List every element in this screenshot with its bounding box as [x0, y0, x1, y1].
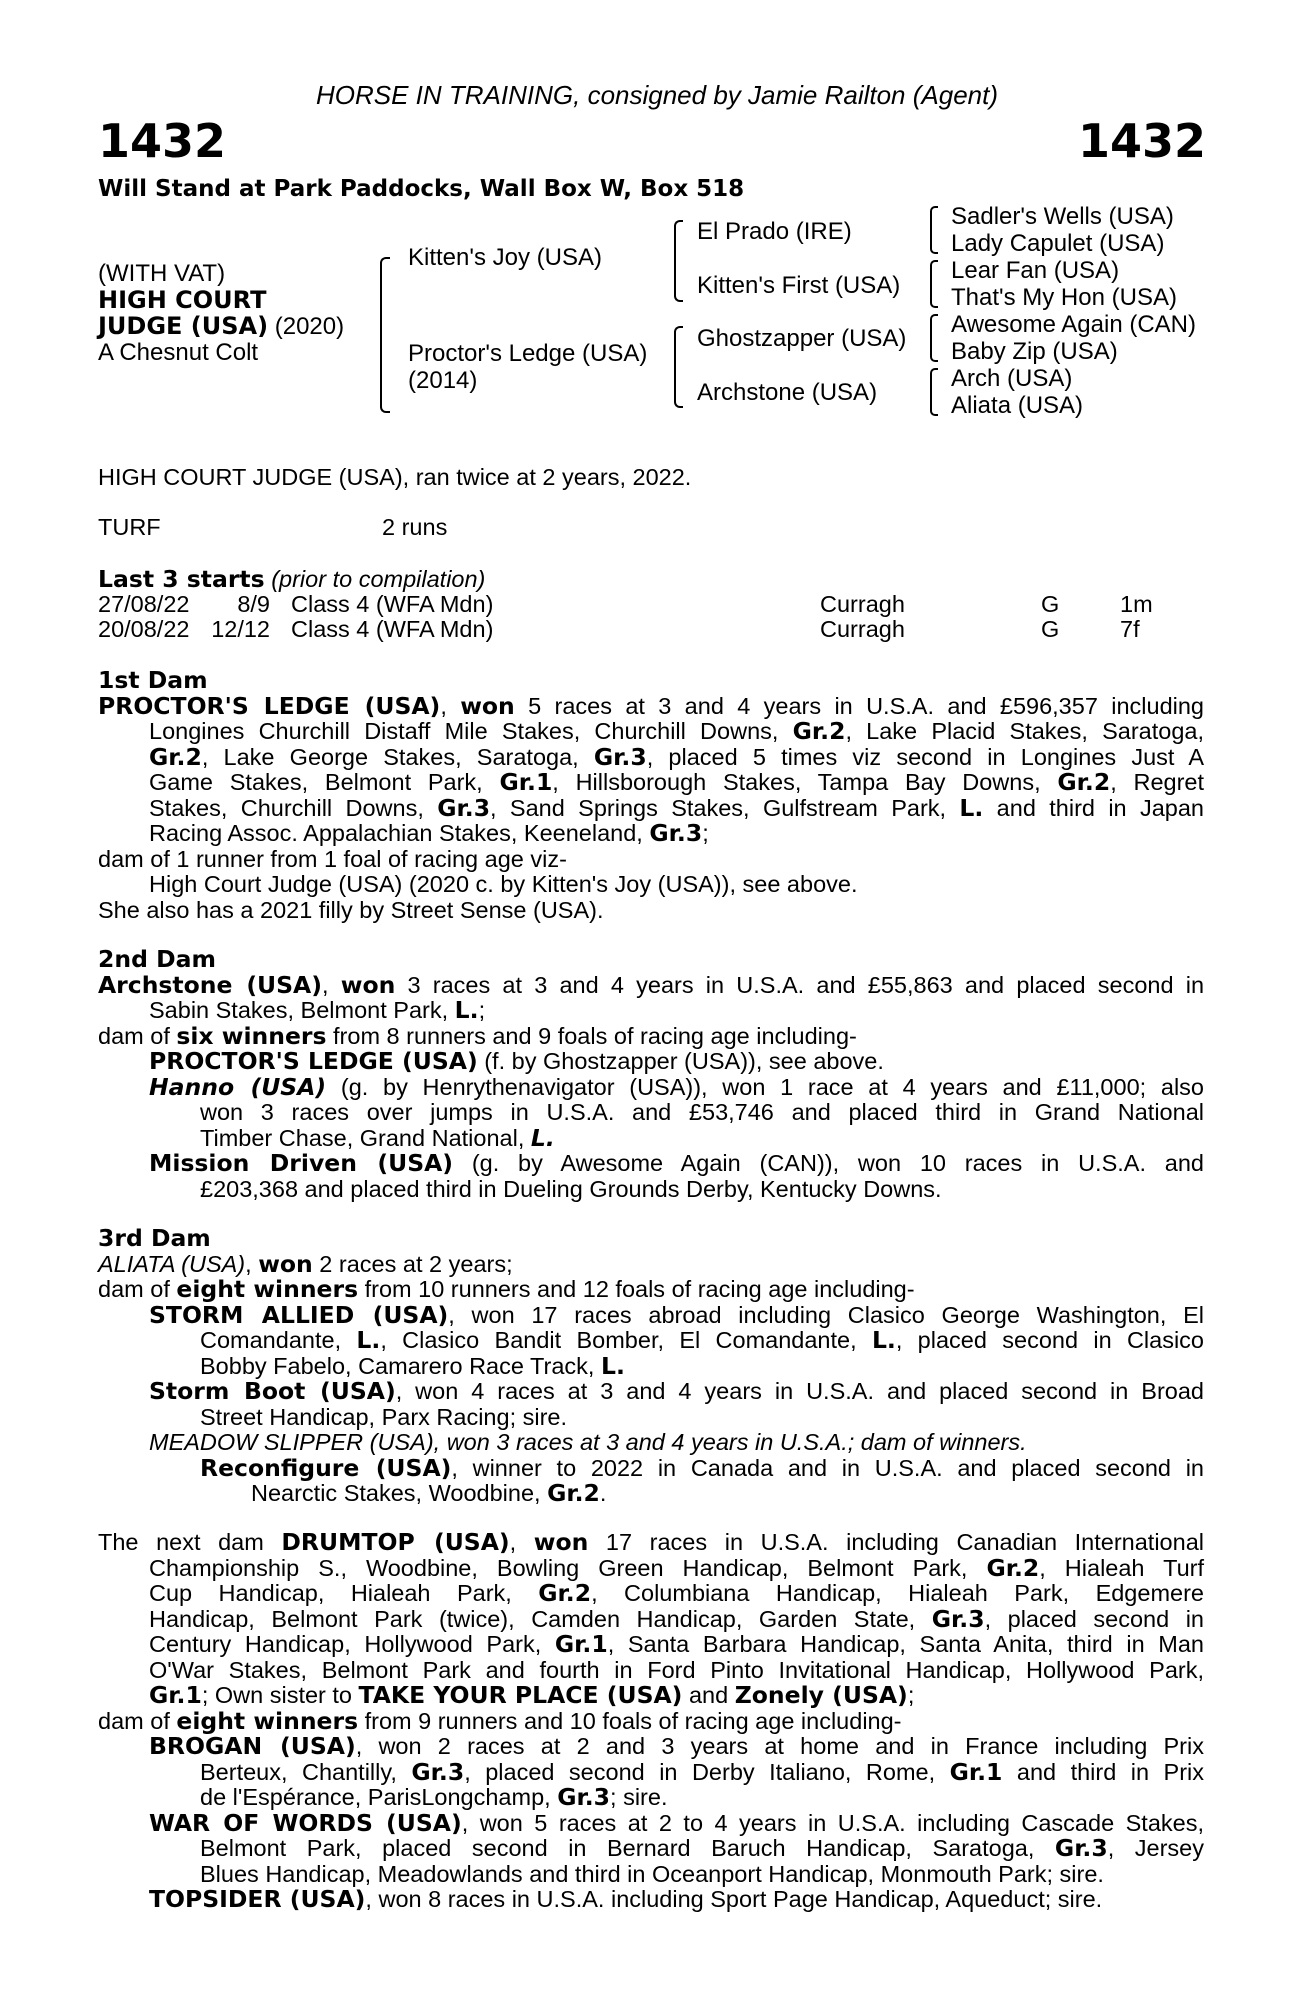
- dam1-line: [98, 770, 1204, 796]
- horse-name: ALIATA (USA): [98, 1250, 246, 1277]
- text: dam of: [98, 1022, 177, 1049]
- start-date: 27/08/22: [98, 591, 190, 617]
- start-position: 12/12: [211, 616, 270, 642]
- grade: Gr.1: [949, 1757, 1003, 1786]
- dam2-line: won 3 races over jumps in U.S.A. and £53,746 and placed third in Grand National: [200, 1099, 1204, 1125]
- text: ,: [440, 692, 461, 719]
- horse-name: Storm Boot (USA): [149, 1377, 396, 1405]
- grade: Gr.2: [547, 1479, 600, 1507]
- grade: Gr.1: [149, 1681, 202, 1709]
- last-starts-subtitle: (prior to compilation): [264, 566, 486, 592]
- text: Championship S., Woodbine, Bowling Green Handicap, Belmont Park,: [149, 1554, 987, 1581]
- brace-sire-line: [674, 220, 683, 302]
- grade: Gr.3: [649, 819, 703, 847]
- text: , won 4 races at 3 and 4 years in U.S.A. and placed second in Broad: [395, 1378, 1204, 1404]
- text: 2 races at 2 years;: [312, 1250, 513, 1277]
- turf-label: TURF: [98, 514, 161, 540]
- dam1-line: [98, 793, 1204, 822]
- text: 3 races at 3 and 4 years in U.S.A. and £55,863 and placed second in: [395, 971, 1205, 998]
- text: ; sire.: [610, 1784, 668, 1810]
- start-going: G: [1041, 591, 1060, 617]
- nextdam-line: [98, 1553, 1204, 1582]
- section-title: 2nd Dam: [98, 945, 216, 973]
- third-dam-section: [98, 1226, 1204, 1507]
- text: .: [599, 1480, 607, 1506]
- start-race: Class 4 (WFA Mdn): [291, 591, 494, 617]
- dam1-line: She also has a 2021 filly by Street Sense (USA).: [98, 896, 604, 923]
- text: Cup Handicap, Hialeah Park,: [149, 1580, 539, 1606]
- dam-dam: Archstone (USA): [697, 379, 878, 406]
- text: Sabin Stakes, Belmont Park,: [149, 997, 455, 1023]
- ancestor-5: Awesome Again (CAN): [951, 311, 1196, 338]
- text: from 8 runners and 9 foals of racing age including-: [326, 1022, 857, 1049]
- dam1-line: [98, 821, 1204, 847]
- last-starts-title: Last 3 starts: [98, 565, 265, 593]
- grade: Gr.3: [437, 793, 491, 822]
- grade: Gr.1: [499, 768, 553, 796]
- text: , placed second in Derby Italiano, Rome,: [464, 1758, 950, 1785]
- grade: L.: [959, 793, 984, 822]
- text: Racing Assoc. Appalachian Stakes, Keeneland,: [149, 820, 650, 846]
- horse-name-part: JUDGE (USA): [98, 312, 269, 340]
- text: , Clasico Bandit Bomber, El Comandante,: [380, 1327, 872, 1353]
- start-race: Class 4 (WFA Mdn): [291, 616, 494, 642]
- text: Handicap, Belmont Park (twice), Camden Handicap, Garden State,: [149, 1605, 932, 1632]
- dam3-line: [98, 1379, 1204, 1405]
- text: and: [682, 1682, 735, 1708]
- dam2-line: £203,368 and placed third in Dueling Grounds Derby, Kentucky Downs.: [200, 1175, 942, 1202]
- text: , won 8 races in U.S.A. including Sport Page Handicap, Aqueduct; sire.: [365, 1886, 1103, 1912]
- start-course: Curragh: [820, 616, 905, 642]
- horse-name: PROCTOR'S LEDGE (USA): [149, 1047, 478, 1075]
- horse-name-line2: [98, 312, 344, 341]
- text: , placed second in: [984, 1605, 1205, 1632]
- horse-description: A Chesnut Colt: [98, 339, 259, 366]
- dam-year: (2014): [408, 367, 478, 394]
- horse-name: Hanno (USA): [149, 1072, 327, 1101]
- text: de l'Espérance, ParisLongchamp,: [200, 1784, 558, 1810]
- ancestor-3: Lear Fan (USA): [951, 257, 1120, 284]
- nextdam-line: [98, 1836, 1204, 1862]
- text: ,: [509, 1529, 534, 1555]
- horse-name: TAKE YOUR PLACE (USA): [358, 1681, 683, 1709]
- grade: Gr.1: [554, 1630, 608, 1658]
- nextdam-line: [98, 1530, 1204, 1556]
- nextdam-line: [98, 1808, 1204, 1837]
- text: , Regret: [1110, 769, 1205, 795]
- won-label: won: [340, 970, 396, 999]
- text: , Lake Placid Stakes, Saratoga,: [845, 718, 1205, 744]
- dam2-line: [98, 1123, 1204, 1152]
- text: from 10 runners and 12 foals of racing age including-: [358, 1276, 915, 1302]
- horse-name: TOPSIDER (USA): [149, 1885, 366, 1913]
- dam2-line: [98, 1151, 1204, 1177]
- nextdam-line: [98, 1683, 1204, 1709]
- text: , Columbiana Handicap, Hialeah Park, Edgemere: [591, 1580, 1204, 1606]
- text: ,: [245, 1250, 259, 1277]
- brace-g3: [930, 314, 938, 362]
- grade: L.: [600, 1351, 625, 1380]
- sire-dam: Kitten's First (USA): [697, 272, 901, 299]
- text: Comandante,: [200, 1327, 357, 1353]
- horse-name: STORM ALLIED (USA): [149, 1300, 449, 1329]
- dam1-line: dam of 1 runner from 1 foal of racing age viz-: [98, 845, 567, 872]
- winners-count: six winners: [176, 1021, 327, 1050]
- text: and third in Prix: [1002, 1758, 1204, 1785]
- nextdam-line: [98, 1887, 1204, 1913]
- won-label: won: [533, 1528, 589, 1556]
- brace-g4: [930, 368, 938, 416]
- text: ;: [907, 1682, 915, 1708]
- text: , placed second in Clasico: [895, 1327, 1205, 1353]
- grade: L.: [356, 1326, 381, 1354]
- lot-number-left: 1432: [98, 114, 227, 168]
- text: (g. by Awesome Again (CAN)), won 10 races in U.S.A. and: [453, 1150, 1204, 1176]
- text: 5 races at 3 and 4 years in U.S.A. and £596,357 including: [514, 692, 1204, 719]
- nextdam-line: [98, 1632, 1204, 1658]
- text: The next dam: [98, 1529, 282, 1555]
- text: Belmont Park, placed second in Bernard Baruch Handicap, Saratoga,: [200, 1835, 1055, 1861]
- horse-name: Archstone (USA): [98, 970, 322, 999]
- horse-name: BROGAN (USA): [149, 1732, 356, 1760]
- sire-sire: El Prado (IRE): [697, 218, 852, 245]
- dam2-line: [98, 998, 1204, 1024]
- nextdam-line: [98, 1757, 1204, 1786]
- text: ,: [322, 971, 341, 998]
- section-title: 1st Dam: [98, 666, 208, 694]
- nextdam-line: [98, 1734, 1204, 1760]
- text: , Hialeah Turf: [1039, 1554, 1204, 1581]
- grade: Gr.2: [538, 1579, 592, 1607]
- dam3-line: [98, 1277, 1204, 1303]
- horse-name: DRUMTOP (USA): [281, 1528, 510, 1556]
- text: , Jersey: [1107, 1835, 1204, 1861]
- ancestor-4: That's My Hon (USA): [951, 284, 1177, 311]
- lot-number-right: 1432: [1077, 114, 1206, 168]
- start-position: 8/9: [237, 591, 270, 617]
- winners-count: eight winners: [176, 1275, 359, 1303]
- text: Timber Chase, Grand National,: [200, 1124, 531, 1151]
- text: dam of: [98, 1276, 177, 1302]
- stand-location: Will Stand at Park Paddocks, Wall Box W, Box 518: [98, 176, 745, 202]
- start-date: 20/08/22: [98, 616, 190, 642]
- text: from 9 runners and 10 foals of racing age including-: [358, 1707, 902, 1734]
- grade: Gr.3: [593, 742, 647, 771]
- grade: L.: [454, 996, 479, 1024]
- dam1-line: [98, 691, 1204, 720]
- nextdam-line: Blues Handicap, Meadowlands and third in Oceanport Handicap, Monmouth Park; sire.: [200, 1860, 1104, 1887]
- horse-name: Zonely (USA): [734, 1681, 908, 1709]
- ancestor-1: Sadler's Wells (USA): [951, 203, 1174, 230]
- won-label: won: [460, 691, 515, 720]
- consignment-heading: HORSE IN TRAINING, consigned by Jamie Railton (Agent): [315, 80, 999, 110]
- text: (f. by Ghostzapper (USA)), see above.: [477, 1048, 884, 1074]
- text: , Sand Springs Stakes, Gulfstream Park,: [490, 794, 960, 821]
- text: Stakes, Churchill Downs,: [149, 794, 438, 821]
- dam1-line: High Court Judge (USA) (2020 c. by Kitten's Joy (USA)), see above.: [149, 871, 858, 897]
- brace-dam-line: [674, 326, 683, 408]
- horse-name-line1: HIGH COURT: [98, 286, 267, 314]
- text: , Hillsborough Stakes, Tampa Bay Downs,: [552, 769, 1058, 795]
- start-distance: 7f: [1120, 616, 1140, 642]
- text: , Lake George Stakes, Saratoga,: [201, 743, 594, 770]
- grade: Gr.2: [792, 717, 846, 745]
- sire-name: Kitten's Joy (USA): [408, 244, 602, 271]
- dam3-line: MEADOW SLIPPER (USA), won 3 races at 3 and 4 years in U.S.A.; dam of winners.: [149, 1429, 1027, 1455]
- horse-name: Reconfigure (USA): [200, 1453, 452, 1482]
- first-dam-section: [98, 668, 1204, 923]
- dam-sire: Ghostzapper (USA): [697, 325, 907, 352]
- nextdam-line: [98, 1785, 1204, 1811]
- nextdam-line: [98, 1604, 1205, 1633]
- grade: Gr.3: [411, 1757, 465, 1786]
- text: , placed 5 times viz second in Longines Just A: [646, 743, 1204, 770]
- text: , won 5 races at 2 to 4 years in U.S.A. including Cascade Stakes,: [461, 1809, 1204, 1836]
- dam1-line: [98, 719, 1204, 745]
- dam2-line: [98, 1021, 1204, 1050]
- dam2-line: [98, 970, 1205, 999]
- start-course: Curragh: [820, 591, 905, 617]
- dam3-line: [98, 1328, 1204, 1354]
- dam1-line: [98, 742, 1204, 771]
- grade: Gr.3: [931, 1604, 985, 1633]
- horse-name: WAR OF WORDS (USA): [149, 1808, 462, 1837]
- text: dam of: [98, 1707, 177, 1734]
- ancestor-6: Baby Zip (USA): [951, 338, 1118, 365]
- dam2-line: [98, 1049, 1204, 1075]
- text: ;: [702, 820, 709, 846]
- race-summary: HIGH COURT JUDGE (USA), ran twice at 2 years, 2022.: [98, 464, 692, 490]
- winners-count: eight winners: [176, 1706, 359, 1735]
- dam2-line: [98, 1072, 1204, 1101]
- text: and third in Japan: [983, 794, 1204, 821]
- dam3-line: [98, 1249, 1204, 1278]
- grade: L.: [871, 1326, 896, 1354]
- dam-name: Proctor's Ledge (USA): [408, 340, 648, 367]
- brace-g1: [930, 206, 938, 254]
- horse-name: PROCTOR'S LEDGE (USA): [98, 691, 441, 720]
- ancestor-7: Arch (USA): [951, 365, 1073, 392]
- ancestor-2: Lady Capulet (USA): [951, 230, 1165, 257]
- text: ;: [478, 997, 486, 1023]
- nextdam-line: [98, 1581, 1204, 1607]
- text: , won 17 races abroad including Clasico George Washington, El: [448, 1301, 1205, 1328]
- grade: Gr.2: [986, 1553, 1040, 1582]
- text: Nearctic Stakes, Woodbine,: [251, 1480, 548, 1506]
- dam3-line: [98, 1481, 1204, 1507]
- text: (g. by Henrythenavigator (USA)), won 1 race at 4 years and £11,000; also: [326, 1073, 1204, 1100]
- won-label: won: [258, 1249, 313, 1278]
- section-title: 3rd Dam: [98, 1224, 211, 1252]
- dam3-line: [98, 1300, 1205, 1329]
- grade: Gr.3: [557, 1783, 611, 1811]
- horse-year: (2020): [268, 313, 345, 340]
- grade: Gr.2: [1057, 768, 1111, 796]
- text: , won 2 races at 2 and 3 years at home and in France including Prix: [355, 1733, 1204, 1759]
- grade: Gr.2: [149, 742, 202, 771]
- dam3-line: [98, 1351, 1204, 1380]
- horse-name: Mission Driven (USA): [149, 1149, 454, 1177]
- text: Longines Churchill Distaff Mile Stakes, Churchill Downs,: [149, 718, 793, 744]
- text: Bobby Fabelo, Camarero Race Track,: [200, 1352, 601, 1379]
- text: Berteux, Chantilly,: [200, 1758, 412, 1785]
- text: 17 races in U.S.A. including Canadian International: [588, 1529, 1204, 1555]
- nextdam-line: [98, 1706, 1204, 1735]
- nextdam-line: O'War Stakes, Belmont Park and fourth in Ford Pinto Invitational Handicap, Hollywood Park,: [149, 1656, 1204, 1683]
- grade: Gr.3: [1054, 1834, 1108, 1862]
- next-dam-section: [98, 1530, 1204, 1913]
- text: , winner to 2022 in Canada and in U.S.A. and placed second in: [451, 1454, 1204, 1481]
- start-distance: 1m: [1120, 591, 1153, 617]
- brace-gen1: [380, 257, 390, 413]
- text: , Santa Barbara Handicap, Santa Anita, third in Man: [607, 1631, 1204, 1657]
- start-going: G: [1041, 616, 1060, 642]
- grade: L.: [530, 1123, 555, 1152]
- brace-g2: [930, 260, 938, 308]
- text: Century Handicap, Hollywood Park,: [149, 1631, 555, 1657]
- dam3-line: Street Handicap, Parx Racing; sire.: [200, 1403, 568, 1430]
- dam3-line: [98, 1453, 1204, 1482]
- second-dam-section: [98, 947, 1204, 1202]
- turf-runs: 2 runs: [382, 514, 448, 540]
- vat-note: (WITH VAT): [98, 260, 226, 287]
- text: Game Stakes, Belmont Park,: [149, 769, 500, 795]
- ancestor-8: Aliata (USA): [951, 392, 1084, 419]
- text: ; Own sister to: [201, 1682, 359, 1708]
- last-starts-heading: [98, 567, 485, 593]
